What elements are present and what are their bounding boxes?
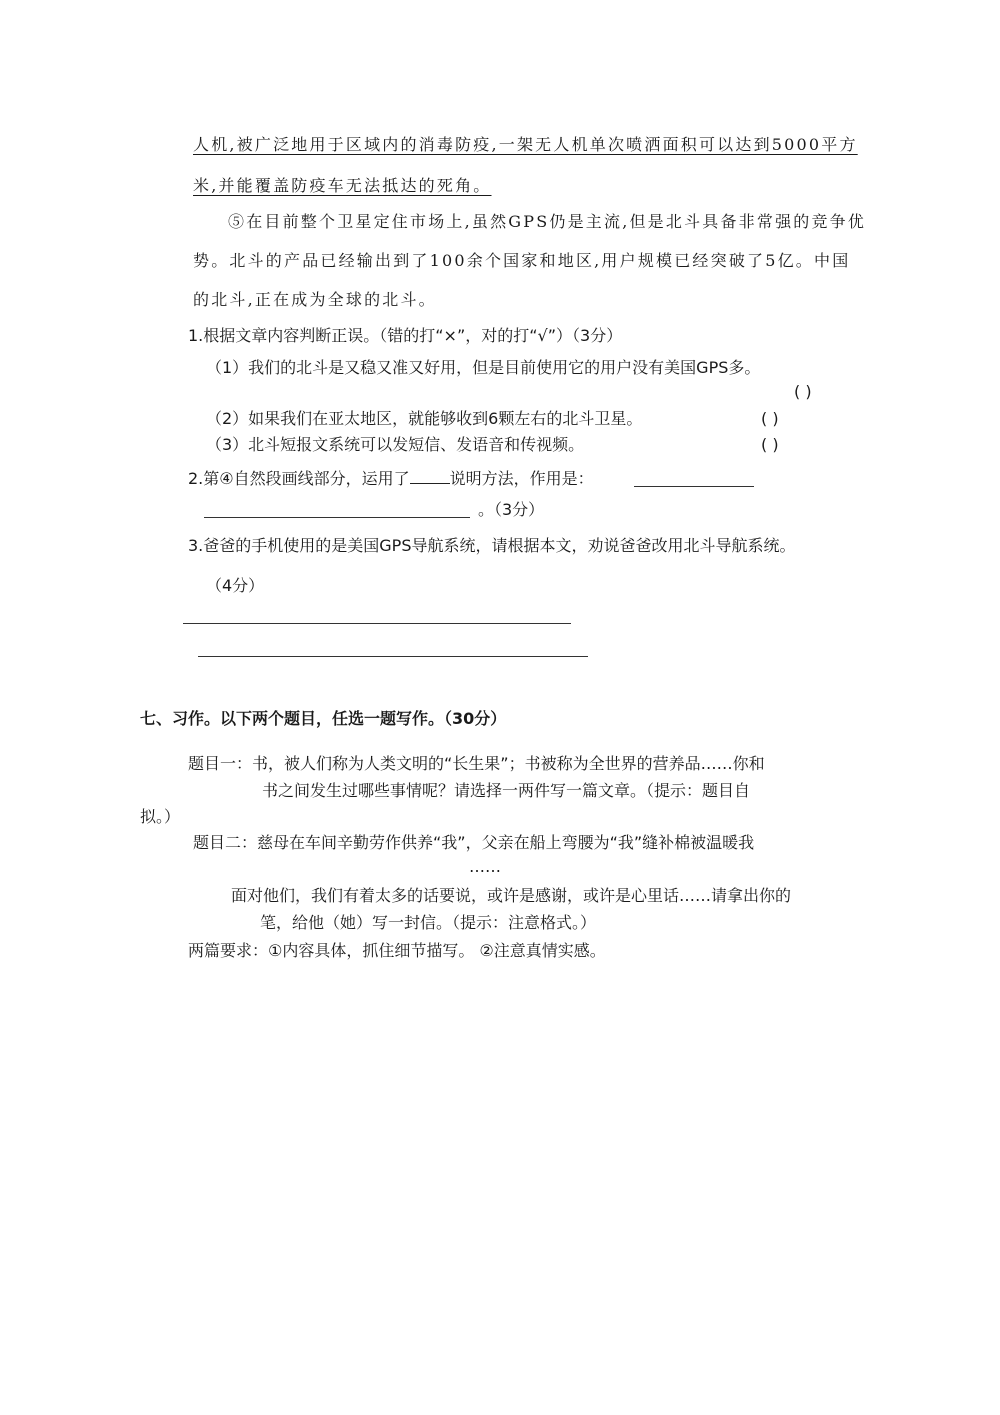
question-1-item-1: （1）我们的北斗是又稳又准又好用，但是目前使用它的用户没有美国GPS多。 xyxy=(206,358,761,377)
passage-paragraph-5-line-2: 势。北斗的产品已经输出到了100余个国家和地区,用户规模已经突破了5亿。中国 xyxy=(193,251,851,270)
question-1-item-1-answer-paren[interactable]: ( ) xyxy=(794,382,812,401)
composition-topic-1-line-1: 题目一：书，被人们称为人类文明的“长生果”；书被称为全世界的营养品……你和 xyxy=(188,754,765,773)
passage-paragraph-5-line-3: 的北斗,正在成为全球的北斗。 xyxy=(193,290,437,309)
question-2-score: 。（3分） xyxy=(478,500,545,519)
question-1-item-2-answer-paren[interactable]: ( ) xyxy=(761,409,779,428)
composition-requirements: 两篇要求：①内容具体，抓住细节描写。 ②注意真情实感。 xyxy=(188,941,606,960)
composition-topic-2-line-2: …… xyxy=(469,857,501,876)
question-1-item-3: （3）北斗短报文系统可以发短信、发语音和传视频。 xyxy=(206,435,585,454)
composition-topic-2-line-1: 题目二：慈母在车间辛勤劳作供养“我”，父亲在船上弯腰为“我”缝补棉被温暖我 xyxy=(193,833,755,852)
question-2-text-part-1: 2.第④自然段画线部分，运用了 xyxy=(188,469,410,488)
composition-topic-2-line-3: 面对他们，我们有着太多的话要说，或许是感谢，或许是心里话……请拿出你的 xyxy=(231,886,792,905)
question-2-answer-line-2[interactable] xyxy=(204,517,470,518)
question-2-text-part-2: 说明方法，作用是： xyxy=(449,469,594,488)
question-1-item-2: （2）如果我们在亚太地区，就能够收到6颗左右的北斗卫星。 xyxy=(206,409,643,428)
question-1-title: 1.根据文章内容判断正误。（错的打“×”，对的打“√”）（3分） xyxy=(188,326,623,345)
composition-topic-2-line-4: 笔，给他（她）写一封信。（提示：注意格式。） xyxy=(260,913,597,932)
question-3-line-1: 3.爸爸的手机使用的是美国GPS导航系统，请根据本文，劝说爸爸改用北斗导航系统。 xyxy=(188,536,796,555)
question-2-answer-line-1[interactable] xyxy=(634,486,754,487)
question-2-line-1 xyxy=(188,467,594,490)
question-3-score: （4分） xyxy=(206,576,265,595)
passage-underlined-line-1: 人机,被广泛地用于区域内的消毒防疫,一架无人机单次喷洒面积可以达到5000平方 xyxy=(193,135,858,154)
composition-heading: 七、习作。以下两个题目，任选一题写作。（30分） xyxy=(140,709,507,728)
question-3-answer-line-1[interactable] xyxy=(183,623,571,624)
passage-underlined-line-2: 米,并能覆盖防疫车无法抵达的死角。 xyxy=(193,176,492,195)
passage-paragraph-5-line-1: ⑤在目前整个卫星定住市场上,虽然GPS仍是主流,但是北斗具备非常强的竞争优 xyxy=(228,212,867,231)
composition-topic-1-line-3: 拟。） xyxy=(140,807,181,826)
question-3-answer-line-2[interactable] xyxy=(198,656,588,657)
composition-topic-1-line-2: 书之间发生过哪些事情呢？请选择一两件写一篇文章。（提示：题目自 xyxy=(262,781,751,800)
question-2-method-blank[interactable] xyxy=(410,467,450,484)
question-1-item-3-answer-paren[interactable]: ( ) xyxy=(761,435,779,454)
